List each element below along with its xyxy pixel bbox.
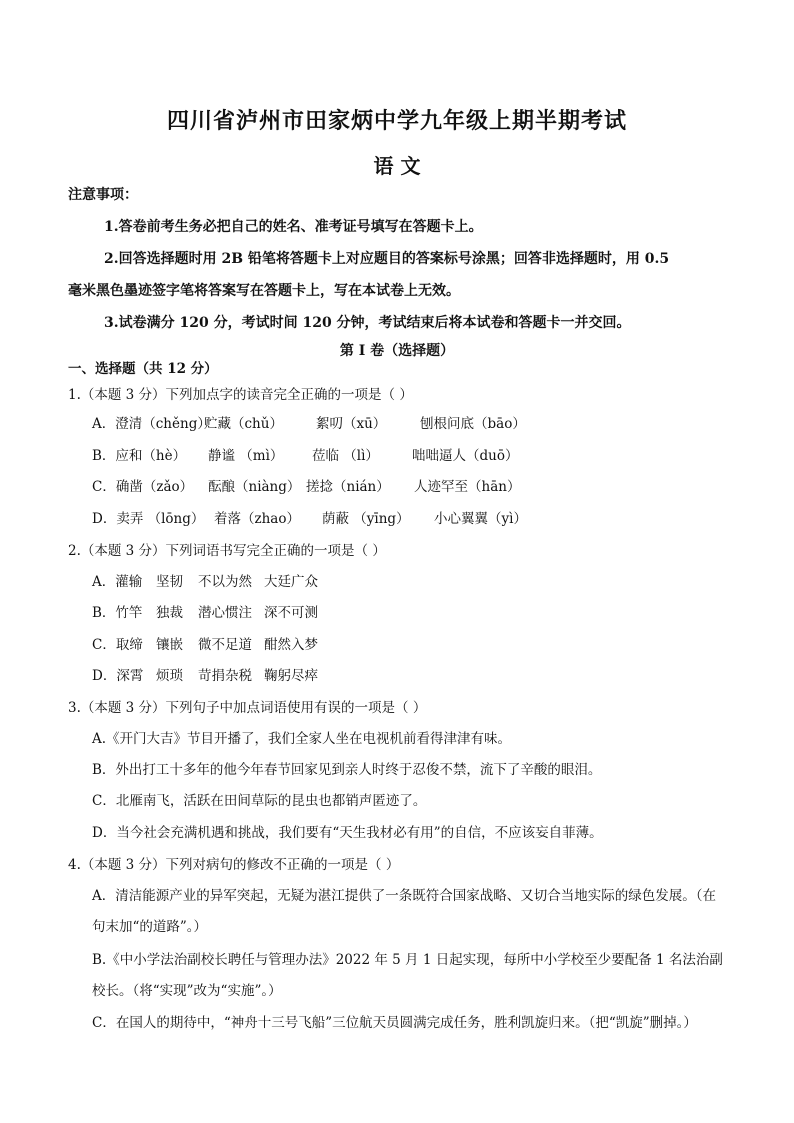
notice-item-2a: 2.回答选择题时用 2B 铅笔将答题卡上对应题目的答案标号涂黑；回答非选择题时，用 0.5: [104, 251, 670, 267]
q3-option-d: D．当今社会充满机遇和挑战，我们要有“天生我材必有用”的自信，不应该妄自菲薄。: [92, 825, 603, 841]
q1-option-c-3: 搓捻（nián）: [306, 479, 390, 495]
q2-option-a-4: 大廷广众: [264, 574, 318, 590]
subject-title: 语 文: [373, 154, 421, 178]
q2-option-c-2: 镶嵌: [156, 637, 183, 653]
notice-item-3: 3.试卷满分 120 分，考试时间 120 分钟，考试结束后将本试卷和答题卡一并交回。: [104, 315, 631, 331]
q2-option-d-3: 苛捐杂税: [198, 668, 252, 684]
q1-option-a-3: 絮叨（xū）: [316, 416, 387, 432]
part1-heading: 第 I 卷（选择题）: [339, 343, 455, 359]
q1-option-d-1: D．卖弄 （lōng）: [92, 511, 205, 527]
q2-option-a-3: 不以为然: [198, 574, 252, 590]
q4-option-b-line2: 校长。（将“实现”改为“实施”。）: [92, 983, 282, 999]
q3-option-b: B．外出打工十多年的他今年春节回家见到亲人时终于忍俊不禁，流下了辛酸的眼泪。: [92, 762, 602, 778]
q2-option-b-4: 深不可测: [264, 605, 318, 621]
q1-option-d-4: 小心翼翼（yì）: [434, 511, 527, 527]
q1-option-c-2: 酝酿（niàng）: [208, 479, 301, 495]
q2-option-d-1: D．深霄: [92, 668, 144, 684]
notice-heading: 注意事项：: [68, 187, 138, 203]
q1-option-c-1: C．确凿（zǎo）: [92, 479, 194, 495]
section1-heading: 一、选择题（共 12 分）: [68, 361, 218, 377]
q2-option-c-4: 酣然入梦: [264, 637, 318, 653]
q4-option-a-line1: A．清洁能源产业的异军突起，无疑为湛江提供了一条既符合国家战略、又切合当地实际的绿色发展。（在: [92, 888, 716, 904]
q2-option-b-1: B．竹竿: [92, 605, 143, 621]
q1-option-a-1: A．澄清（chěng）: [92, 416, 211, 432]
q1-option-a-4: 刨根问底（bāo）: [420, 416, 526, 432]
q3-stem: 3.（本题 3 分）下列句子中加点词语使用有误的一项是（ ）: [68, 700, 427, 716]
notice-item-1: 1.答卷前考生务必把自己的姓名、准考证号填写在答题卡上。: [104, 219, 483, 235]
q3-option-a: A.《开门大吉》节目开播了，我们全家人坐在电视机前看得津津有味。: [92, 731, 512, 747]
q2-option-b-2: 独裁: [156, 605, 183, 621]
q1-option-c-4: 人迹罕至（hān）: [414, 479, 521, 495]
q3-option-c: C．北雁南飞，活跃在田间草际的昆虫也都销声匿迹了。: [92, 793, 427, 809]
q4-stem: 4.（本题 3 分）下列对病句的修改不正确的一项是（ ）: [68, 857, 400, 873]
q2-option-c-1: C．取缔: [92, 637, 143, 653]
q2-option-d-2: 烦琐: [156, 668, 183, 684]
q4-option-c: C．在国人的期待中，“神舟十三号飞船”三位航天员圆满完成任务，胜利凯旋归来。（把“凯旋”删掉。）: [92, 1015, 697, 1031]
q1-option-d-2: 着落（zhao）: [214, 511, 300, 527]
q4-option-b-line1: B.《中小学法治副校长聘任与管理办法》2022 年 5 月 1 日起实现，每所中小学校至少要配备 1 名法治副: [92, 952, 723, 968]
q1-option-d-3: 荫蔽 （yīng）: [322, 511, 410, 527]
q2-option-d-4: 鞠躬尽瘁: [264, 668, 318, 684]
q1-option-a-2: 贮藏（chǔ）: [204, 416, 283, 432]
q2-option-c-3: 微不足道: [198, 637, 252, 653]
exam-title: 四川省泸州市田家炳中学九年级上期半期考试: [166, 108, 627, 134]
q2-option-a-1: A．灌输: [92, 574, 143, 590]
q1-option-b-2: 静谧 （mì）: [208, 448, 284, 464]
q1-stem: 1.（本题 3 分）下列加点字的读音完全正确的一项是（ ）: [68, 387, 413, 403]
q1-option-b-1: B．应和（hè）: [92, 448, 187, 464]
q4-option-a-line2: 句末加“的道路”。）: [92, 919, 208, 935]
q1-option-b-3: 莅临 （lì）: [312, 448, 379, 464]
q1-option-b-4: 咄咄逼人（duō）: [412, 448, 519, 464]
q2-stem: 2.（本题 3 分）下列词语书写完全正确的一项是（ ）: [68, 543, 386, 559]
q2-option-a-2: 坚韧: [156, 574, 183, 590]
notice-item-2b: 毫米黑色墨迹签字笔将答案写在答题卡上，写在本试卷上无效。: [68, 283, 460, 299]
q2-option-b-3: 潜心惯注: [198, 605, 252, 621]
